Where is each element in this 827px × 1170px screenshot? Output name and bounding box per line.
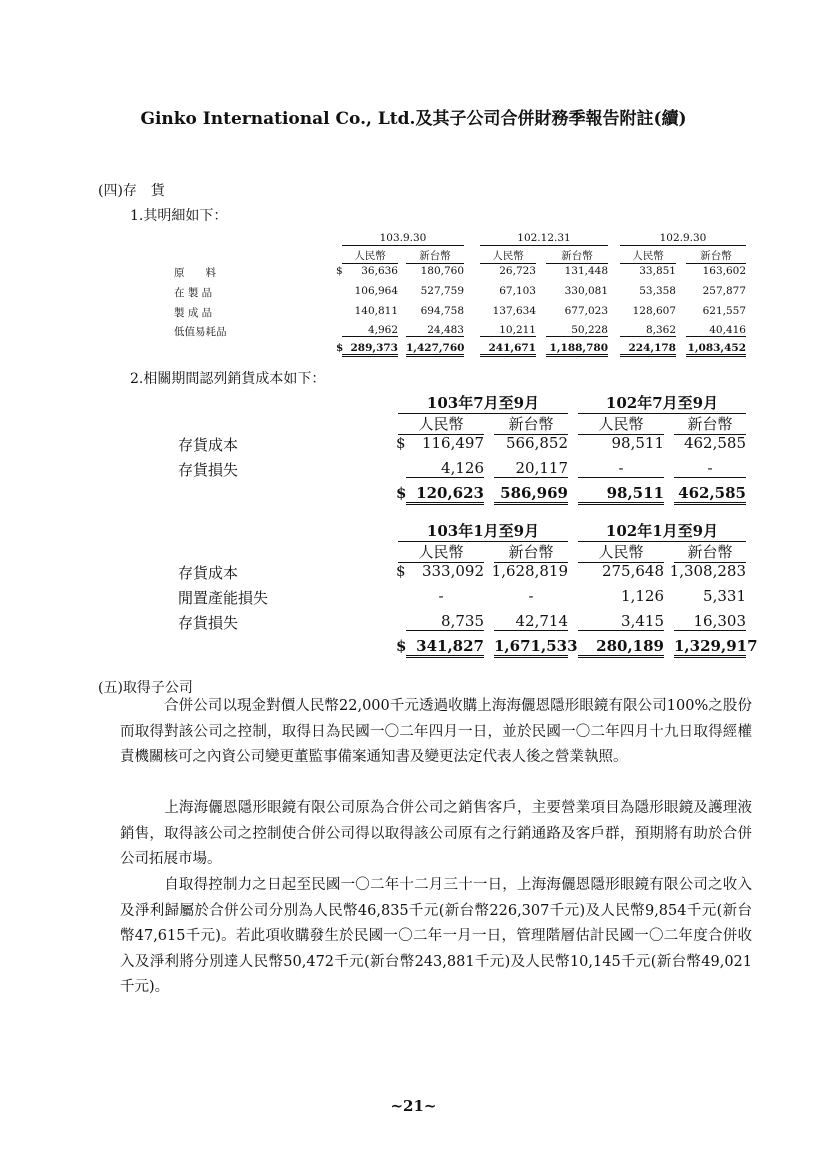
table-cell: 16,303 [674,612,746,631]
currency-header: 人民幣 [398,541,484,563]
table-cell: 116,497 [421,434,484,452]
table-cell: 1,308,283 [669,562,746,580]
total-cell: 289,373 [342,342,398,357]
acquisition-paragraph [120,873,752,1001]
currency-header: 新台幣 [406,248,464,264]
currency-header: 新台幣 [686,248,746,264]
table-cell: 257,877 [702,285,746,297]
period-header: 102.12.31 [480,232,608,246]
total-cell: 586,969 [494,484,568,505]
table-cell: 131,448 [564,265,608,277]
table-cell: 40,416 [686,324,746,337]
currency-header: 新台幣 [494,541,568,563]
currency-header: 人民幣 [342,248,398,264]
acquisition-paragraph [120,694,752,771]
row-label: 存貨損失 [178,461,239,479]
period-header: 103.9.30 [342,232,464,246]
total-cell: 1,083,452 [686,342,746,357]
table-cell: 180,760 [420,265,464,277]
currency-header: 新台幣 [674,541,746,563]
table-cell: 694,758 [420,305,464,317]
table-cell: 677,023 [564,305,608,317]
table-cell: 1,628,819 [491,562,568,580]
total-cell: 224,178 [620,342,676,357]
table-cell: 8,735 [406,612,484,631]
currency-header: 人民幣 [578,413,664,435]
table-cell: 462,585 [683,434,746,452]
row-label: 存貨損失 [178,614,239,632]
currency-header: 新台幣 [674,413,746,435]
table-cell: 330,081 [564,285,608,297]
period-header: 102年7月至9月 [578,392,746,414]
table-cell: 621,557 [702,305,746,317]
table-cell: 33,851 [639,265,676,277]
table-cell: 566,852 [505,434,568,452]
cost-of-sales-heading: 2.相關期間認列銷貨成本如下： [130,371,326,387]
currency-symbol: $ [336,342,344,354]
table-cell: 26,723 [499,265,536,277]
total-cell: 462,585 [674,484,746,505]
currency-header: 人民幣 [480,248,536,264]
table-cell: - [578,459,664,478]
period-header: 103年7月至9月 [398,392,568,414]
table-cell: 36,636 [361,265,398,277]
table-cell: 3,415 [578,612,664,631]
row-label: 存貨成本 [178,436,239,454]
currency-header: 人民幣 [398,413,484,435]
table-cell: 42,714 [494,612,568,631]
paragraph-text: 上海海儷恩隱形眼鏡有限公司原為合併公司之銷售客戶，主要營業項目為隱形眼鏡及護理液銷售，取得該公司之控制使合併公司得以取得該公司原有之行銷通路及客戶群，預期將有助於合併公司拓展市場。 [120,800,752,867]
currency-header: 人民幣 [620,248,676,264]
table-cell: 128,607 [632,305,676,317]
table-cell: 24,483 [406,324,464,337]
period-header: 102.9.30 [620,232,746,246]
table-cell: 20,117 [494,459,568,478]
acquisition-paragraph [120,796,752,873]
paragraph-text: 合併公司以現金對價人民幣22,000千元透過收購上海海儷恩隱形眼鏡有限公司100%之股份而取得對該公司之控制，取得日為民國一〇二年四月一日，並於民國一〇二年四月十九日取得經權責機關核可之內資公司變更董監事備案通知書及變更法定代表人後之營業執照。 [120,698,752,765]
table-cell: 98,511 [611,434,664,452]
currency-symbol: $ [396,637,407,655]
table-cell: - [674,459,746,478]
total-cell: 120,623 [406,484,484,505]
currency-header: 新台幣 [494,413,568,435]
currency-header: 新台幣 [546,248,608,264]
row-label: 存貨成本 [178,564,239,582]
table-cell: 10,211 [480,324,536,337]
table-cell: 4,962 [342,324,398,337]
paragraph-text: 自取得控制力之日起至民國一〇二年十二月三十一日，上海海儷恩隱形眼鏡有限公司之收入及淨利歸屬於合併公司分別為人民幣46,835千元(新台幣226,307千元)及人民幣9,854千元(新台幣47,615千元)。若此項收購發生於民國一〇二年一月一日，管理階層估計民國一〇二年度合併收入及淨利將分別達人民幣50,472千元(新台幣243,881千元)及人民幣10,145千元(新台幣49,021千元)。 [120,877,752,995]
row-label: 低值易耗品 [174,326,227,338]
table-cell: 333,092 [421,562,484,580]
total-cell: 1,427,760 [406,342,464,357]
table-cell: - [438,587,444,605]
table-cell: 50,228 [546,324,608,337]
total-cell: 241,671 [480,342,536,357]
period-header: 102年1月至9月 [578,520,746,542]
total-cell: 341,827 [406,637,484,658]
table-cell: 53,358 [639,285,676,297]
row-label: 閒置產能損失 [178,589,269,607]
currency-symbol: $ [396,434,406,452]
section-inventory-heading: (四)存 貨 [98,183,165,199]
page-number: ~21~ [390,1097,437,1115]
section-acquisition-heading: (五)取得子公司 [98,680,193,696]
table-cell: 137,634 [492,305,536,317]
table-cell: 140,811 [354,305,398,317]
table-cell: - [528,587,534,605]
total-cell: 1,329,917 [674,637,746,658]
currency-header: 人民幣 [578,541,664,563]
row-label: 原 料 [174,267,216,279]
total-cell: 1,188,780 [546,342,608,357]
currency-symbol: $ [396,562,406,580]
table-cell: 527,759 [420,285,464,297]
table-cell: 67,103 [499,285,536,297]
currency-symbol: $ [336,265,343,277]
table-cell: 8,362 [620,324,676,337]
row-label: 製 成 品 [174,307,213,319]
inventory-detail-heading: 1.其明細如下： [130,208,228,224]
table-cell: 1,126 [621,587,664,605]
table-cell: 5,331 [703,587,746,605]
table-cell: 4,126 [406,459,484,478]
period-header: 103年1月至9月 [398,520,568,542]
table-cell: 275,648 [601,562,664,580]
page-title: Ginko International Co., Ltd.及其子公司合併財務季報告附註(續) [140,109,687,129]
total-cell: 280,189 [578,637,664,658]
table-cell: 106,964 [354,285,398,297]
total-cell: 1,671,533 [494,637,568,658]
currency-symbol: $ [396,484,407,502]
row-label: 在 製 品 [174,287,213,299]
total-cell: 98,511 [578,484,664,505]
table-cell: 163,602 [702,265,746,277]
